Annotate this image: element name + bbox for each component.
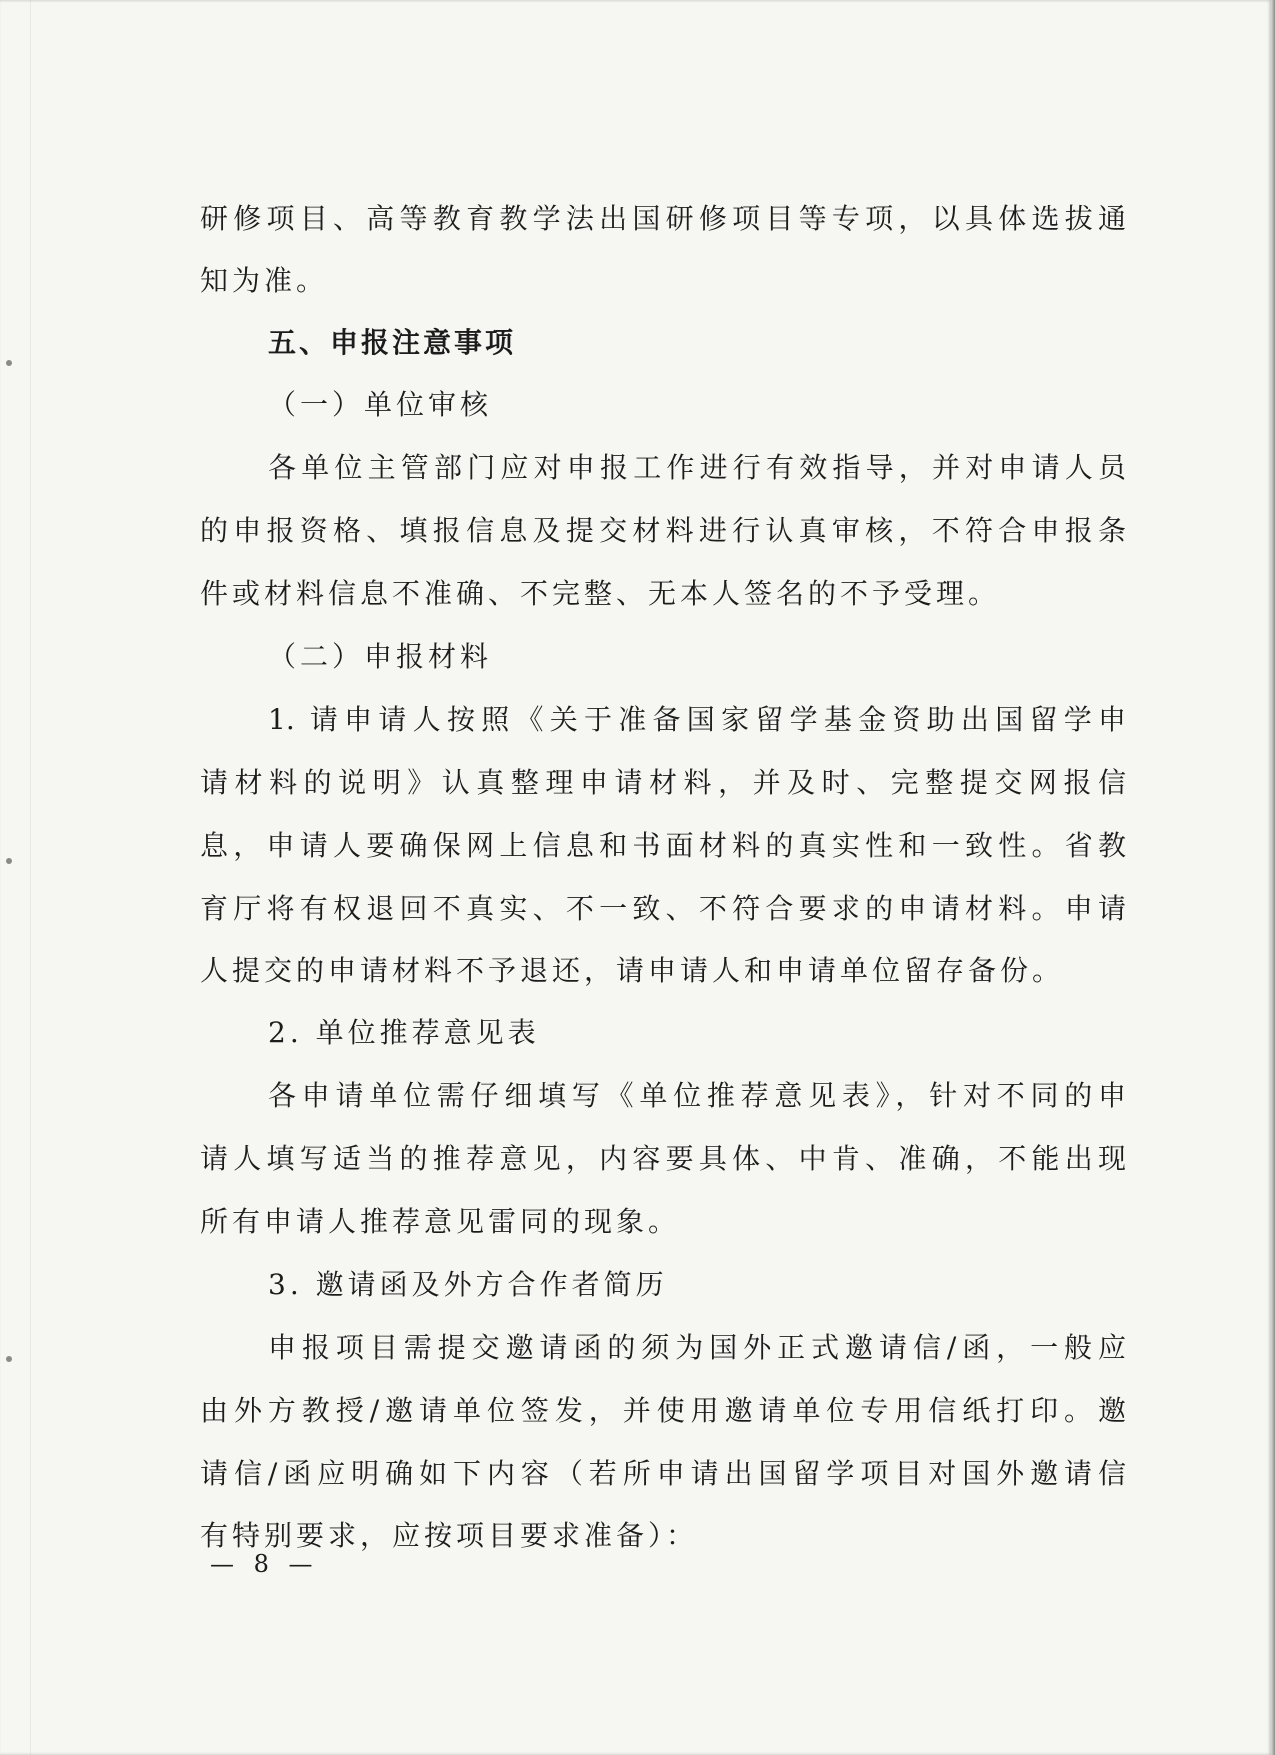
paragraph-line: 由外方教授/邀请单位签发，并使用邀请单位专用信纸打印。邀 [200,1394,1126,1427]
binding-hole-mark [6,1356,12,1362]
paragraph-line: 所有申请人推荐意见雷同的现象。 [200,1205,681,1238]
scan-margin-line [30,0,31,1755]
paragraph-line: 的申报资格、填报信息及提交材料进行认真审核，不符合申报条 [200,514,1126,547]
paragraph-line: 1. 请申请人按照《关于准备国家留学基金资助出国留学申 [268,703,1126,736]
paragraph-line: 各申请单位需仔细填写《单位推荐意见表》，针对不同的申 [268,1079,1126,1112]
item-heading: 2. 单位推荐意见表 [268,1016,540,1049]
paragraph-line: 各单位主管部门应对申报工作进行有效指导，并对申请人员 [268,451,1126,484]
binding-hole-mark [6,360,12,366]
paragraph-line: 申报项目需提交邀请函的须为国外正式邀请信/函，一般应 [268,1331,1126,1364]
paragraph-line: 件或材料信息不准确、不完整、无本人签名的不予受理。 [200,577,1001,610]
subsection-heading: （二）申报材料 [268,640,493,673]
binding-hole-mark [6,858,12,864]
paragraph-line: 知为准。 [200,264,329,297]
paragraph-line: 请人填写适当的推荐意见，内容要具体、中肯、准确，不能出现 [200,1142,1126,1175]
scan-edge [1271,0,1275,1755]
paragraph-line: 请信/函应明确如下内容（若所申请出国留学项目对国外邀请信 [200,1457,1126,1490]
paragraph-line: 请材料的说明》认真整理申请材料，并及时、完整提交网报信 [200,766,1126,799]
subsection-heading: （一）单位审核 [268,388,493,421]
paragraph-line: 育厅将有权退回不真实、不一致、不符合要求的申请材料。申请 [200,892,1126,925]
paragraph-line: 研修项目、高等教育教学法出国研修项目等专项，以具体选拔通 [200,202,1126,235]
paragraph-line: 有特别要求，应按项目要求准备）： [200,1519,699,1552]
section-heading: 五、申报注意事项 [268,326,517,359]
item-heading: 3. 邀请函及外方合作者简历 [268,1268,668,1301]
paragraph-line: 人提交的申请材料不予退还，请申请人和申请单位留存备份。 [200,954,1065,987]
page-number: — 8 — [210,1550,319,1578]
paragraph-line: 息，申请人要确保网上信息和书面材料的真实性和一致性。省教 [200,829,1126,862]
